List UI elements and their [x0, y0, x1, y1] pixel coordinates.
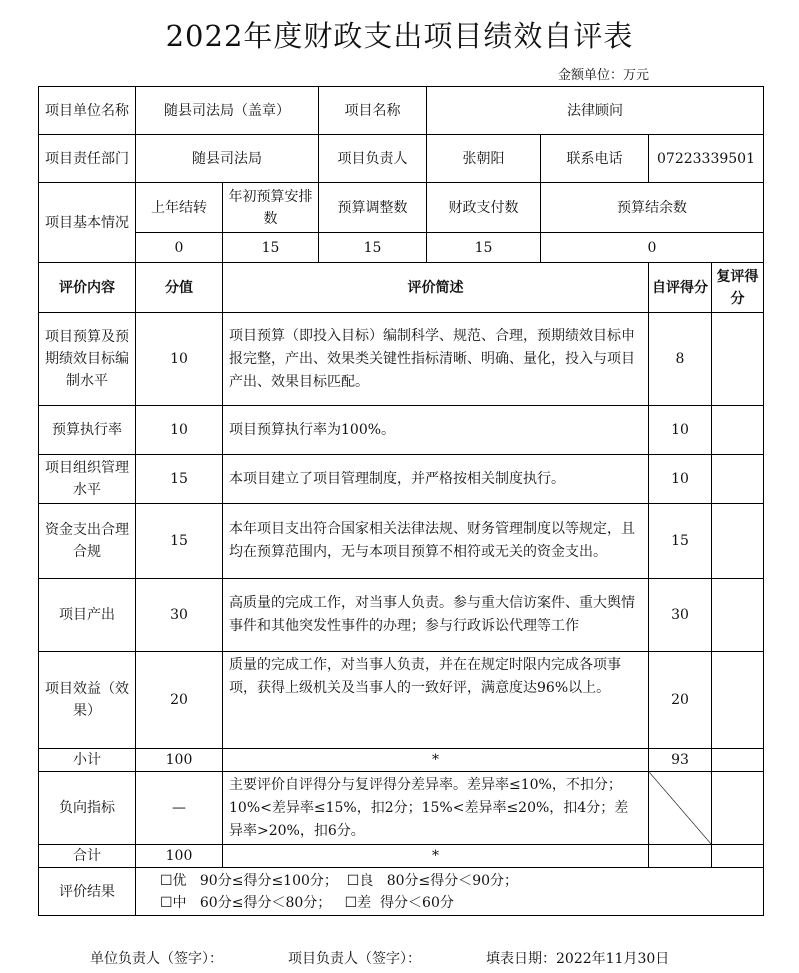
total-score: 100: [136, 845, 223, 868]
evaluation-table: [38, 86, 764, 916]
phone-label: 联系电话: [541, 135, 649, 183]
eval-item-review: [712, 652, 764, 749]
result-options-line-1: ☐优 90分≤得分≤100分； ☐良 80分≤得分＜90分；: [160, 872, 519, 889]
subtotal-score: 100: [136, 749, 223, 772]
project-head-signature: 项目负责人（签字）：: [288, 951, 421, 967]
total-label: 合计: [39, 845, 136, 868]
result-row: [39, 868, 764, 916]
basic-label: 项目基本情况: [39, 183, 136, 263]
eval-item-name: 资金支出合理合规: [39, 504, 136, 579]
eval-item-score: 10: [136, 313, 223, 406]
eval-row: [39, 313, 764, 406]
total-row: [39, 845, 764, 868]
eval-header-review: 复评得分: [712, 263, 764, 313]
eval-item-review: [712, 504, 764, 579]
info-row-dept: [39, 135, 764, 183]
eval-row: [39, 579, 764, 652]
eval-item-self: 20: [649, 652, 712, 749]
negative-desc: 主要评价自评得分与复评得分差异率。差异率≤10%，不扣分；10%<差异率≤15%，扣2分；15%<差异率≤20%，扣4分；差异率>20%，扣6分。: [223, 772, 649, 845]
subtotal-label: 小计: [39, 749, 136, 772]
negative-label: 负向指标: [39, 772, 136, 845]
eval-item-score: 15: [136, 504, 223, 579]
basic-header: 预算调整数: [319, 183, 427, 233]
eval-item-review: [712, 579, 764, 652]
negative-self-diagonal: [649, 772, 712, 845]
eval-item-review: [712, 313, 764, 406]
eval-item-name: 项目预算及预期绩效目标编制水平: [39, 313, 136, 406]
eval-item-self: 8: [649, 313, 712, 406]
unit-label: 项目单位名称: [39, 87, 136, 135]
eval-header-content: 评价内容: [39, 263, 136, 313]
eval-item-score: 15: [136, 455, 223, 504]
eval-item-score: 20: [136, 652, 223, 749]
result-options: [136, 868, 764, 916]
eval-item-review: [712, 406, 764, 455]
basic-header: 上年结转: [136, 183, 223, 233]
eval-item-name: 项目产出: [39, 579, 136, 652]
subtotal-row: [39, 749, 764, 772]
basic-value: 0: [136, 233, 223, 263]
eval-item-desc: 本年项目支出符合国家相关法律法规、财务管理制度以等规定，且均在预算范围内，无与本项目预算不相符或无关的资金支出。: [223, 504, 649, 579]
eval-header-self: 自评得分: [649, 263, 712, 313]
fill-date: 填表日期：2022年11月30日: [486, 951, 670, 967]
eval-item-name: 项目组织管理水平: [39, 455, 136, 504]
basic-header: 财政支付数: [427, 183, 541, 233]
negative-score: —: [136, 772, 223, 845]
basic-header: 年初预算安排数: [223, 183, 319, 233]
negative-review: [712, 772, 764, 845]
eval-item-desc: 本项目建立了项目管理制度，并严格按相关制度执行。: [223, 455, 649, 504]
total-desc: *: [223, 845, 649, 868]
eval-item-score: 30: [136, 579, 223, 652]
negative-row: [39, 772, 764, 845]
eval-item-desc: 项目预算执行率为100%。: [223, 406, 649, 455]
subtotal-self: 93: [649, 749, 712, 772]
eval-item-desc: 质量的完成工作，对当事人负责，并在在规定时限内完成各项事项，获得上级机关及当事人的一致好评，满意度达96%以上。: [223, 652, 649, 749]
total-review: [712, 845, 764, 868]
eval-row: [39, 406, 764, 455]
result-options-line-2: ☐中 60分≤得分＜80分； ☐差 得分＜60分: [160, 894, 454, 911]
person-label: 项目负责人: [319, 135, 427, 183]
eval-item-desc: 高质量的完成工作，对当事人负责。参与重大信访案件、重大舆情事件和其他突发性事件的办理；参与行政诉讼代理等工作: [223, 579, 649, 652]
unit-value: 随县司法局（盖章）: [136, 87, 319, 135]
eval-item-review: [712, 455, 764, 504]
project-name-label: 项目名称: [319, 87, 427, 135]
eval-item-desc: 项目预算（即投入目标）编制科学、规范、合理，预期绩效目标申报完整，产出、效果类关键性指标清晰、明确、量化，投入与项目产出、效果目标匹配。: [223, 313, 649, 406]
phone-value: 07223339501: [649, 135, 764, 183]
eval-header-desc: 评价简述: [223, 263, 649, 313]
person-value: 张朝阳: [427, 135, 541, 183]
eval-item-name: 预算执行率: [39, 406, 136, 455]
eval-item-self: 30: [649, 579, 712, 652]
eval-item-self: 15: [649, 504, 712, 579]
eval-item-self: 10: [649, 406, 712, 455]
basic-header: 预算结余数: [541, 183, 764, 233]
unit-head-signature: 单位负责人（签字）：: [90, 951, 223, 967]
dept-value: 随县司法局: [136, 135, 319, 183]
result-label: 评价结果: [39, 868, 136, 916]
eval-item-score: 10: [136, 406, 223, 455]
page-title: 2022年度财政支出项目绩效自评表: [165, 19, 634, 53]
basic-value: 15: [427, 233, 541, 263]
basic-header-row: [39, 183, 764, 233]
eval-row: [39, 652, 764, 749]
subtotal-desc: *: [223, 749, 649, 772]
eval-header-score: 分值: [136, 263, 223, 313]
eval-item-self: 10: [649, 455, 712, 504]
project-name-value: 法律顾问: [427, 87, 764, 135]
info-row-unit: [39, 87, 764, 135]
basic-value: 0: [541, 233, 764, 263]
eval-item-name: 项目效益（效果）: [39, 652, 136, 749]
total-self: [649, 845, 712, 868]
dept-label: 项目责任部门: [39, 135, 136, 183]
eval-row: [39, 455, 764, 504]
basic-value: 15: [319, 233, 427, 263]
eval-row: [39, 504, 764, 579]
eval-header-row: [39, 263, 764, 313]
subtotal-review: [712, 749, 764, 772]
currency-unit-note: 金额单位：万元: [558, 68, 650, 83]
basic-values-row: [39, 233, 764, 263]
basic-value: 15: [223, 233, 319, 263]
